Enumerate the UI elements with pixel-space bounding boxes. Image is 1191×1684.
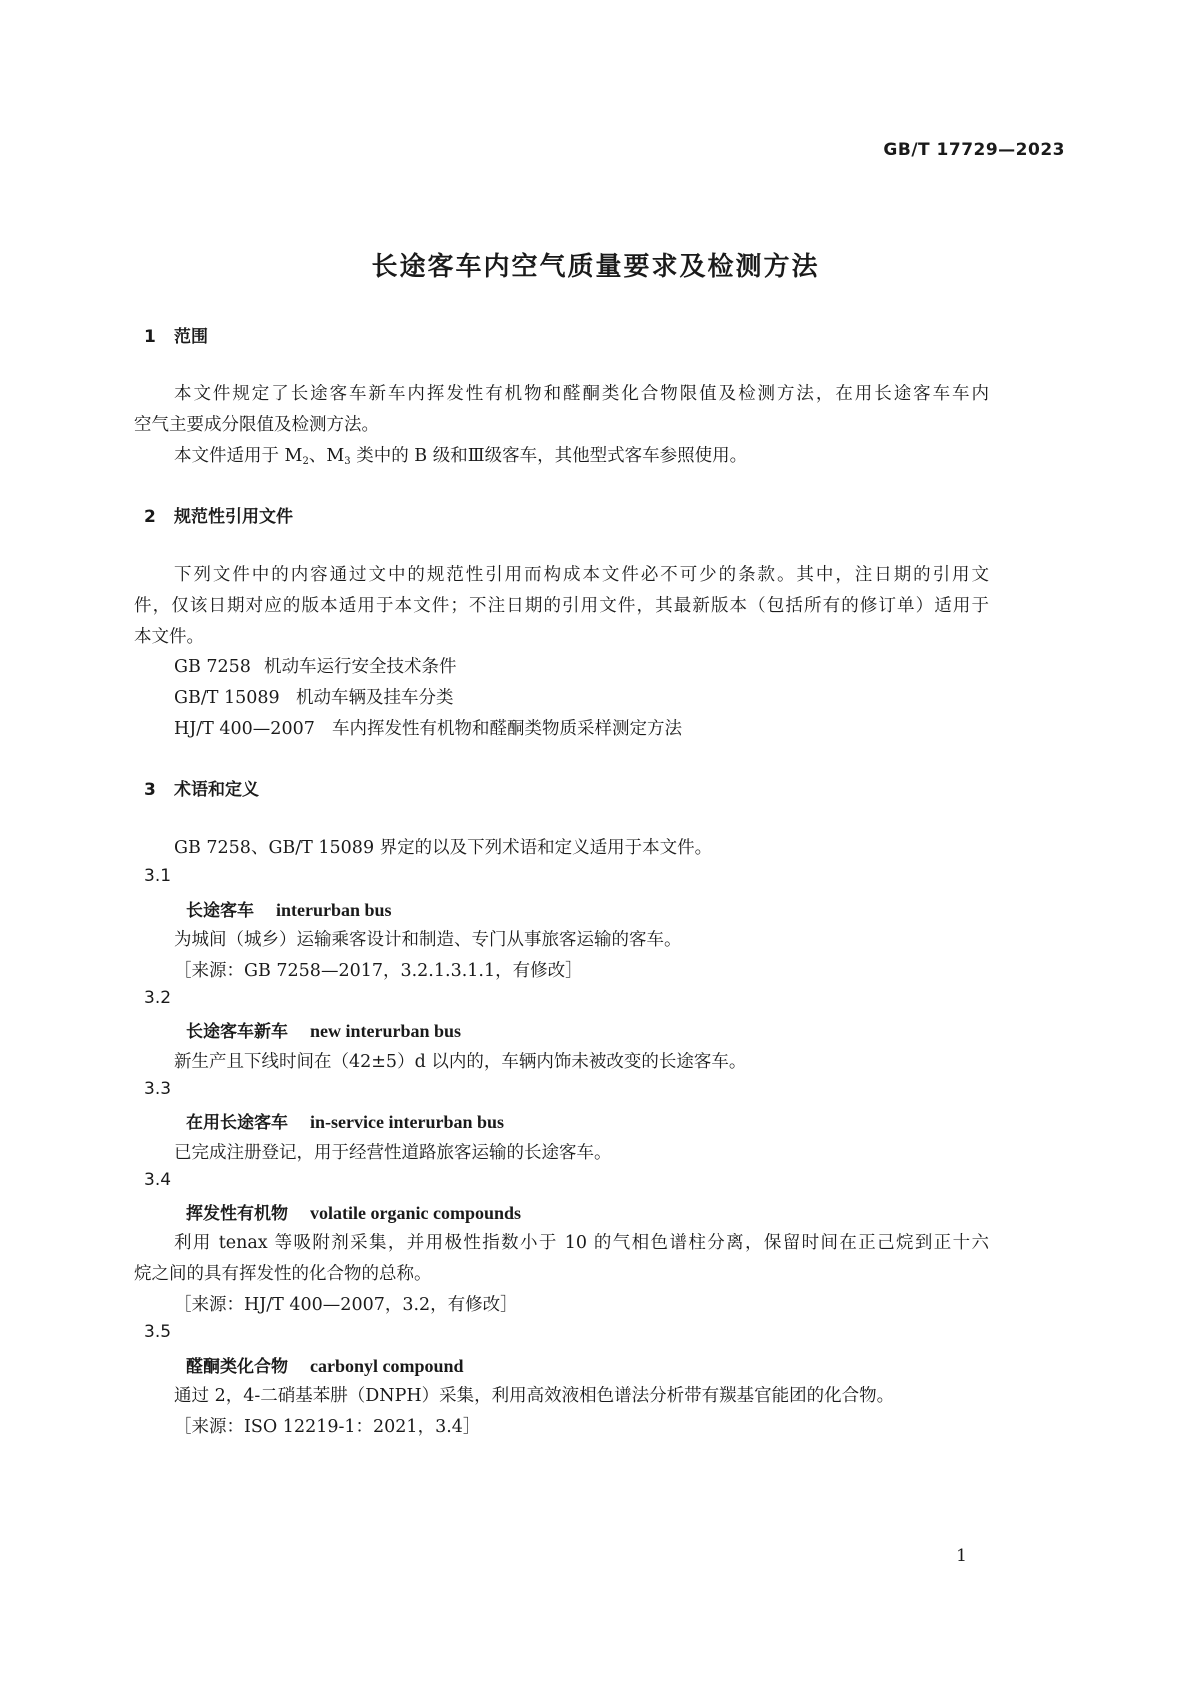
term-source: ［来源：ISO 12219-1：2021，3.4］ (174, 1417, 481, 1437)
reference-code: GB/T 15089 (174, 688, 280, 708)
section-3-heading (144, 775, 259, 800)
term-en: new interurban bus (310, 1021, 462, 1041)
term-zh: 长途客车 (186, 901, 254, 921)
document-title: 长途客车内空气质量要求及检测方法 (371, 252, 820, 282)
section-1-paragraph-line: 空气主要成分限值及检测方法。 (134, 415, 379, 435)
section-3-intro: GB 7258、GB/T 15089 界定的以及下列术语和定义适用于本文件。 (174, 838, 713, 858)
reference-name: 机动车辆及挂车分类 (296, 688, 454, 708)
reference-code: GB 7258 (174, 657, 251, 677)
normative-reference (174, 682, 454, 714)
term-zh: 醛酮类化合物 (186, 1357, 288, 1377)
term-en: carbonyl compound (310, 1356, 464, 1376)
term-definition: 通过 2，4-二硝基苯肼（DNPH）采集，利用高效液相色谱法分析带有羰基官能团的化合物。 (174, 1386, 895, 1406)
term-zh: 长途客车新车 (186, 1022, 288, 1042)
term-definition: 已完成注册登记，用于经营性道路旅客运输的长途客车。 (174, 1143, 612, 1163)
section-number: 1 (144, 327, 156, 347)
page-number: 1 (956, 1546, 967, 1566)
section-2-paragraph-line: 本文件。 (134, 627, 204, 647)
reference-name: 车内挥发性有机物和醛酮类物质采样测定方法 (332, 719, 682, 739)
term-definition-line: 利用 tenax 等吸附剂采集，并用极性指数小于 10 的气相色谱柱分离，保留时间在正己烷到正十六 (174, 1233, 989, 1253)
section-1-scope-paragraph: 本文件适用于 $M_2$、$M_3$ 类中的 B 级和Ⅲ级客车，其他型式客车参照使用。 (174, 446, 748, 467)
term-en: in-service interurban bus (310, 1112, 505, 1132)
term-zh: 在用长途客车 (186, 1113, 288, 1133)
section-1-heading (144, 322, 208, 347)
section-title: 规范性引用文件 (174, 507, 293, 527)
normative-reference (174, 651, 457, 683)
section-title: 术语和定义 (174, 780, 259, 800)
clause-number: 3.1 (144, 866, 172, 886)
term-definition: 新生产且下线时间在（42±5）d 以内的，车辆内饰未被改变的长途客车。 (174, 1052, 747, 1072)
term-entry (186, 1199, 521, 1224)
term-source: ［来源：HJ/T 400—2007，3.2，有修改］ (174, 1295, 518, 1315)
term-source: ［来源：GB 7258—2017，3.2.1.3.1.1，有修改］ (174, 961, 583, 981)
section-title: 范围 (174, 327, 208, 347)
term-entry (186, 896, 392, 921)
section-number: 2 (144, 507, 156, 527)
clause-number: 3.3 (144, 1079, 172, 1099)
clause-number: 3.2 (144, 988, 172, 1008)
reference-name: 机动车运行安全技术条件 (264, 657, 457, 677)
term-entry (186, 1352, 464, 1377)
term-entry (186, 1017, 461, 1042)
term-zh: 挥发性有机物 (186, 1204, 288, 1224)
term-definition: 为城间（城乡）运输乘客设计和制造、专门从事旅客运输的客车。 (174, 930, 682, 950)
term-en: interurban bus (276, 900, 392, 920)
term-definition-line: 烷之间的具有挥发性的化合物的总称。 (134, 1264, 432, 1284)
clause-number: 3.5 (144, 1322, 172, 1342)
reference-code: HJ/T 400—2007 (174, 719, 315, 739)
section-2-heading (144, 502, 293, 527)
term-en: volatile organic compounds (310, 1203, 522, 1223)
clause-number: 3.4 (144, 1170, 172, 1190)
section-2-paragraph-line: 件，仅该日期对应的版本适用于本文件；不注日期的引用文件，其最新版本（包括所有的修订单）适用于 (134, 596, 989, 616)
section-2-paragraph-line: 下列文件中的内容通过文中的规范性引用而构成本文件必不可少的条款。其中，注日期的引用文 (174, 565, 989, 585)
normative-reference (174, 713, 682, 745)
section-1-paragraph-line: 本文件规定了长途客车新车内挥发性有机物和醛酮类化合物限值及检测方法，在用长途客车车内 (174, 384, 989, 404)
term-entry (186, 1108, 504, 1133)
document-number: GB/T 17729—2023 (883, 140, 1065, 160)
section-number: 3 (144, 780, 156, 800)
